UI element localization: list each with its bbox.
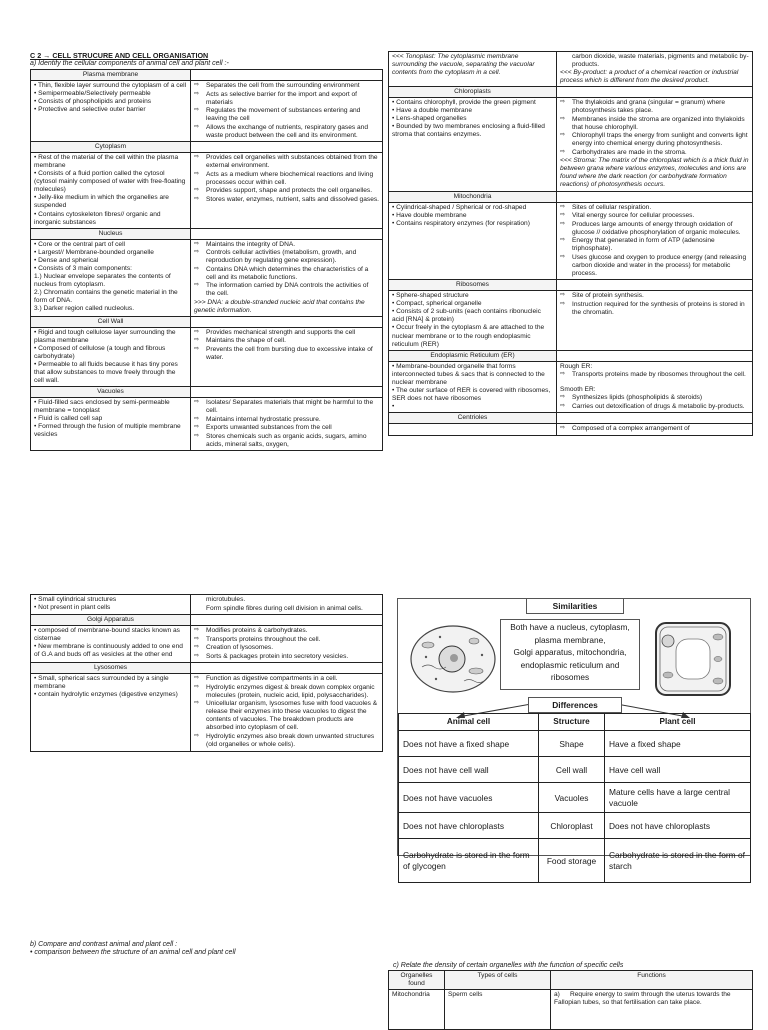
density-table	[388, 970, 753, 1030]
function-list-item: ⇨ Regulates the movement of substances entering and leaving the cell	[194, 107, 379, 123]
differences-cell: Carbohydrate is stored in the form of starch	[605, 839, 751, 883]
features-continued	[31, 595, 191, 615]
objective-a: a) Identify the cellular components of animal cell and plant cell :-	[30, 60, 229, 67]
function-list-item: ⇨ Unicellular organism, lysosomes fuse with food vacuoles & release their enzymes into these vacuoles to digest the contents of vacuoles. The breakdown products are absorbed into cytoplasm of cell.	[194, 700, 379, 732]
organelle-name-mitochondria: Mitochondria	[389, 191, 557, 202]
feature-list-item: • Consists of phospholipids and proteins	[34, 98, 152, 106]
functions-plasma-membrane	[191, 81, 383, 142]
density-function-label: a)	[554, 991, 560, 999]
differences-cell: Cell wall	[539, 757, 605, 783]
functions-golgi-apparatus	[191, 626, 383, 663]
feature-list-item: • Consists of 2 sub-units (each contains ribonucleic acid [RNA] & protein)	[392, 308, 541, 324]
feature-list-item: • Permeable to all fluids because it has tiny pores that allow substances to move freely through the cell wall.	[34, 361, 178, 385]
feature-list-item: •	[392, 402, 395, 410]
similarity-line: endoplasmic reticulum and	[520, 659, 620, 670]
feature-list	[392, 204, 553, 228]
feature-list-item: • Largest// Membrane-bounded organelle	[34, 248, 154, 256]
function-list-item: ⇨ Produces large amounts of energy through oxidation of glucose // oxidative phosphorylation of organic molecules.	[560, 221, 749, 237]
function-list-item: ⇨ The thylakoids and grana (singular = granum) where photosynthesis takes place.	[560, 99, 749, 115]
features-chloroplasts	[389, 98, 557, 191]
function-list-item: ⇨ Function as digestive compartments in a cell.	[194, 675, 379, 683]
functions-mitochondria	[557, 202, 753, 280]
feature-list-item: • Core or the central part of cell	[34, 240, 125, 248]
smooth-er-list-item: ⇨ Synthesizes lipids (phospholipids & steroids)	[560, 394, 749, 402]
function-list	[194, 82, 379, 140]
function-list-item: ⇨ Transports proteins throughout the cell.	[194, 636, 379, 644]
feature-list-item: • Dense and spherical	[34, 256, 99, 264]
function-list-item: ⇨ Acts as selective barrier for the import and export of materials	[194, 91, 379, 107]
functions-chloroplasts	[557, 98, 753, 191]
section-header	[30, 51, 380, 67]
by-product-note: <<< By-product: a product of a chemical reaction or industrial process which is different from the desired product.	[560, 69, 739, 85]
function-list-item: ⇨ Maintains the shape of cell.	[194, 337, 379, 345]
function-list-item: ⇨ Sorts & packages protein into secretory vesicles.	[194, 653, 379, 661]
organelle-name-blank	[191, 663, 383, 674]
organelle-table-page2	[30, 594, 383, 752]
organelle-name-blank	[191, 615, 383, 626]
function-list-item: Form spindle fibres during cell division in animal cells.	[206, 604, 363, 612]
differences-cell: Have a fixed shape	[605, 731, 751, 757]
differences-cell: Carbohydrate is stored in the form of glycogen	[399, 839, 539, 883]
function-list-item: ⇨ Separates the cell from the surrounding environment	[194, 82, 379, 90]
organelle-name-cytoplasm: Cytoplasm	[31, 142, 191, 153]
features-lysosomes	[31, 674, 191, 751]
feature-list-item: • Thin, flexible layer surround the cytoplasm of a cell	[34, 82, 187, 90]
objective-b-line2: • comparison between the structure of an animal cell and plant cell	[30, 949, 236, 957]
organelle-table-left	[30, 69, 383, 451]
functions-vacuoles	[191, 398, 383, 451]
function-list-item: ⇨ Instruction required for the synthesis of proteins is stored in the chromatin.	[560, 301, 749, 317]
density-cell-type: Sperm cells	[445, 990, 551, 1030]
function-list-item: ⇨ Maintains internal hydrostatic pressure.	[194, 416, 379, 424]
feature-list-item: • Have a double membrane	[392, 107, 473, 115]
function-list-item: ⇨ Energy that generated in form of ATP (adenosine triphosphate).	[560, 237, 749, 253]
function-list-item: ⇨ Provides mechanical strength and supports the cell	[194, 329, 379, 337]
feature-list-item: • Rest of the material of the cell within the plasma membrane	[34, 154, 179, 170]
feature-list-item: 2.) Chromatin contains the genetic material in the form of DNA.	[34, 288, 178, 304]
rough-er-label: Rough ER:	[560, 362, 593, 370]
feature-list	[34, 329, 187, 385]
function-list-item: ⇨ Isolates/ Separates materials that might be harmful to the cell.	[194, 399, 379, 415]
features-endoplasmic-reticulum-er	[389, 361, 557, 413]
feature-list-item: • Consists of 3 main components:	[34, 264, 132, 272]
vacuole-function-cont: carbon dioxide, waste materials, pigments and metabolic by-products.	[572, 53, 749, 69]
similarity-line: Golgi apparatus, mitochondria,	[513, 647, 627, 658]
differences-cell: Does not have a fixed shape	[399, 731, 539, 757]
organelle-name-cell-wall: Cell Wall	[31, 316, 191, 327]
feature-list-item: • Not present in plant cells	[34, 604, 111, 612]
feature-list-item: • Have double membrane	[392, 211, 467, 219]
differences-cell: Vacuoles	[539, 783, 605, 813]
function-list	[194, 627, 379, 661]
functions-centrioles	[557, 424, 753, 436]
similarity-line: ribosomes	[550, 672, 590, 683]
features-cytoplasm	[31, 153, 191, 228]
features-nucleus	[31, 239, 191, 316]
function-list-item: ⇨ Vital energy source for cellular processes.	[560, 212, 749, 220]
functions-lysosomes	[191, 674, 383, 751]
differences-header: Structure	[539, 714, 605, 731]
features-cell-wall	[31, 327, 191, 386]
function-list-item: ⇨ Sites of cellular respiration.	[560, 204, 749, 212]
organelle-name-blank	[557, 191, 753, 202]
feature-list	[392, 99, 553, 139]
function-list-item: ⇨ Exports unwanted substances from the cell	[194, 424, 379, 432]
feature-list-item: • Consists of a fluid portion called the cytosol (cytosol mainly composed of water with free-floating molecules)	[34, 170, 186, 194]
function-list-item: ⇨ Membranes inside the stroma are organized into thylakoids that house chlorophyll.	[560, 116, 749, 132]
organelle-name-blank	[191, 228, 383, 239]
features-centrioles	[389, 424, 557, 436]
density-header-organelles: Organelles found	[389, 971, 445, 990]
features-ribosomes	[389, 291, 557, 350]
feature-list	[34, 596, 187, 612]
function-list	[194, 329, 379, 362]
organelle-name-blank	[191, 316, 383, 327]
function-list-item: microtubules.	[206, 596, 246, 603]
density-organelle: Mitochondria	[389, 990, 445, 1030]
feature-list-item: • Fluid is called cell sap	[34, 415, 103, 423]
feature-list-item: • Contains respiratory enzymes (for respiration)	[392, 219, 530, 227]
function-list	[194, 241, 379, 299]
feature-list	[34, 399, 187, 439]
organelle-name-centrioles: Centrioles	[389, 413, 557, 424]
function-list-item: ⇨ Acts as a medium where biochemical reactions and living processes occur within cell.	[194, 171, 379, 187]
organelle-name-blank	[557, 87, 753, 98]
differences-cell: Does not have chloroplasts	[605, 813, 751, 839]
differences-header: Animal cell	[399, 714, 539, 731]
functions-endoplasmic-reticulum-er	[557, 361, 753, 413]
feature-list-item: • Bounded by two membranes enclosing a fluid-filled stroma that contains enzymes.	[392, 123, 545, 139]
similarities-box	[500, 619, 640, 690]
function-list-item: ⇨ Provides support, shape and protects the cell organelles.	[194, 187, 379, 195]
differences-cell: Does not have chloroplasts	[399, 813, 539, 839]
differences-header: Plant cell	[605, 714, 751, 731]
similarity-line: Both have a nucleus, cytoplasm,	[510, 622, 630, 632]
function-list-item: ⇨ Chlorophyll traps the energy from sunlight and converts light energy into chemical energy during photosynthesis.	[560, 132, 749, 148]
density-function-text: Require energy to swim through the uterus towards the Fallopian tubes, so that fertilisation can take place.	[554, 991, 731, 1007]
function-list-item: ⇨ Contains DNA which determines the characteristics of a cell and its metabolic functions.	[194, 266, 379, 282]
function-list	[194, 675, 379, 749]
similarity-line: plasma membrane,	[534, 634, 606, 645]
tonoplast-note: <<< Tonoplast: The cytoplasmic membrane surrounding the vacuole, separating the vacuolar contents from the cytoplasm in a cell.	[389, 52, 557, 87]
function-list-item: ⇨ Stores chemicals such as organic acids, sugars, amino acids, mineral salts, oxygen,	[194, 433, 379, 449]
feature-list-item: • Rigid and tough cellulose layer surrounding the plasma membrane	[34, 328, 176, 344]
function-list	[560, 292, 749, 317]
function-list-item: ⇨ Uses glucose and oxygen to produce energy (and releasing carbon dioxide and water in the process) for metabolic process.	[560, 254, 749, 278]
feature-list-item: • Jelly-like medium in which the organelles are suspended	[34, 194, 169, 210]
function-list-item: ⇨ Carbohydrates are made in the stroma.	[560, 149, 749, 157]
function-list	[560, 99, 749, 157]
feature-list-item: • contain hydrolytic enzymes (digestive enzymes)	[34, 691, 178, 699]
function-list-item: ⇨ Modifies proteins & carbohydrates.	[194, 627, 379, 635]
organelle-table-right	[388, 51, 753, 436]
feature-list	[34, 82, 187, 114]
feature-list-item: • Contains chlorophyll, provide the green pigment	[392, 99, 536, 107]
differences-cell: Have cell wall	[605, 757, 751, 783]
feature-list	[34, 675, 187, 699]
functions-nucleus	[191, 239, 383, 316]
feature-list-item: • Fluid-filled sacs enclosed by semi-permeable membrane = tonoplast	[34, 399, 170, 415]
differences-cell: Shape	[539, 731, 605, 757]
function-list-item: ⇨ Prevents the cell from bursting due to excessive intake of water.	[194, 346, 379, 362]
smooth-er-list-item: ⇨ Carries out detoxification of drugs & metabolic by-products.	[560, 403, 749, 411]
smooth-er-list	[560, 394, 749, 411]
differences-cell: Chloroplast	[539, 813, 605, 839]
feature-list	[34, 154, 187, 226]
feature-list	[34, 241, 187, 313]
smooth-er-label: Smooth ER:	[560, 386, 596, 394]
organelle-name-blank	[557, 413, 753, 424]
differences-cell: Mature cells have a large central vacuole	[605, 783, 751, 813]
density-header-types: Types of cells	[445, 971, 551, 990]
feature-list-item: • Occur freely in the cytoplasm & are attached to the nuclear membrane or to the rough endoplasmic reticulum (RER)	[392, 324, 545, 348]
function-list	[194, 399, 379, 449]
feature-list-item: • Lens-shaped organelles	[392, 115, 467, 123]
feature-list-item: • Sphere-shaped structure	[392, 292, 469, 300]
organelle-name-golgi-apparatus: Golgi Apparatus	[31, 615, 191, 626]
organelle-name-blank	[191, 142, 383, 153]
organelle-name-endoplasmic-reticulum-er: Endoplasmic Reticulum (ER)	[389, 350, 557, 361]
feature-list-item: • Semipermeable/Selectively permeable	[34, 90, 151, 98]
objective-c: c) Relate the density of certain organelles with the function of specific cells	[393, 962, 624, 969]
objective-b-line1: b) Compare and contrast animal and plant cell :	[30, 941, 178, 948]
organelle-name-plasma-membrane: Plasma membrane	[31, 70, 191, 81]
organelle-name-vacuoles: Vacuoles	[31, 387, 191, 398]
differences-cell: Food storage	[539, 839, 605, 883]
function-list	[560, 204, 749, 278]
feature-list-item: • The outer surface of RER is covered with ribosomes, SER does not have ribosomes	[392, 386, 551, 402]
feature-list-item: • Small, spherical sacs surrounded by a single membrane	[34, 675, 169, 691]
function-list	[560, 425, 749, 433]
comparison-figure	[397, 598, 751, 871]
differences-cell: Does not have cell wall	[399, 757, 539, 783]
section-title: C 2 → CELL STRUCURE AND CELL ORGANISATION	[30, 51, 209, 60]
function-list-item: ⇨ Creation of lysosomes.	[194, 644, 379, 652]
feature-list-item: • Membrane-bounded organelle that forms interconnected tubes & sacs that is connected to the nuclear membrane	[392, 362, 545, 386]
organelle-name-lysosomes: Lysosomes	[31, 663, 191, 674]
feature-list-item: • Contains cytoskeleton fibres// organic and inorganic substances	[34, 210, 161, 226]
rough-er-list	[560, 371, 749, 379]
feature-list	[34, 627, 187, 659]
feature-list-item: • Composed of cellulose (a tough and fibrous carbohydrate)	[34, 344, 166, 360]
density-header-functions: Functions	[551, 971, 753, 990]
differences-title: Differences	[528, 697, 622, 713]
features-mitochondria	[389, 202, 557, 280]
function-list	[194, 154, 379, 204]
organelle-name-blank	[557, 280, 753, 291]
organelle-name-chloroplasts: Chloroplasts	[389, 87, 557, 98]
differences-table	[398, 713, 751, 883]
function-list-item: ⇨ Hydrolytic enzymes digest & break down complex organic molecules (protein, nucleic acid, lipid, polysaccharides).	[194, 684, 379, 700]
feature-list-item: • Formed through the fusion of multiple membrane vesicles	[34, 423, 181, 439]
feature-list-item: • Cylindrical-shaped / Spherical or rod-shaped	[392, 203, 527, 211]
feature-list-item: • composed of membrane-bound stacks known as cisternae	[34, 627, 180, 643]
note: <<< Stroma: The matrix of the chloroplast which is a thick fluid in between grana where various enzymes, molecules and ions are found where the dark reaction (or carbohydrate formation reactions) of photosynthesis occurs.	[560, 157, 749, 189]
organelle-name-blank	[191, 387, 383, 398]
function-list-item: ⇨ Allows the exchange of nutrients, respiratory gases and waste product between the cell and its environment.	[194, 124, 379, 140]
organelle-name-blank	[557, 350, 753, 361]
vacuole-continued	[557, 52, 753, 87]
feature-list-item: • New membrane is continuously added to one end of G.A and buds off as vesicles at the other end	[34, 643, 183, 659]
functions-ribosomes	[557, 291, 753, 350]
feature-list-item: 1.) Nuclear envelope separates the contents of nucleus from cytoplasm.	[34, 272, 171, 288]
function-list-item: ⇨ Hydrolytic enzymes also break down unwanted structures (old organelles or whole cells).	[194, 733, 379, 749]
rough-er-list-item: ⇨ Transports proteins made by ribosomes throughout the cell.	[560, 371, 749, 379]
organelle-name-ribosomes: Ribosomes	[389, 280, 557, 291]
function-list-item: ⇨ Provides cell organelles with substances obtained from the external environment.	[194, 154, 379, 170]
functions-cell-wall	[191, 327, 383, 386]
organelle-name-blank	[191, 70, 383, 81]
feature-list-item: • Small cylindrical structures	[34, 596, 117, 603]
feature-list	[392, 363, 553, 411]
function-list-item: ⇨ Controls cellular activities (metabolism, growth, and reproduction by regulating gene expression).	[194, 249, 379, 265]
function-list	[194, 596, 379, 613]
note: >>> DNA: a double-stranded nucleic acid that contains the genetic information.	[194, 298, 365, 314]
organelle-name-nucleus: Nucleus	[31, 228, 191, 239]
objective-b	[30, 941, 390, 958]
function-list-item: ⇨ Maintains the integrity of DNA.	[194, 241, 379, 249]
feature-list-item: • Protective and selective outer barrier	[34, 106, 146, 114]
differences-cell: Does not have vacuoles	[399, 783, 539, 813]
feature-list-item: • Compact, spherical organelle	[392, 300, 482, 308]
functions-cytoplasm	[191, 153, 383, 228]
functions-continued	[191, 595, 383, 615]
features-vacuoles	[31, 398, 191, 451]
function-list-item: ⇨ Stores water, enzymes, nutrient, salts and dissolved gases.	[194, 196, 379, 204]
feature-list	[392, 292, 553, 348]
feature-list-item: 3.) Darker region called nucleolus.	[34, 304, 135, 312]
function-list-item: ⇨ Site of protein synthesis.	[560, 292, 749, 300]
similarities-title: Similarities	[526, 599, 624, 614]
features-golgi-apparatus	[31, 626, 191, 663]
features-plasma-membrane	[31, 81, 191, 142]
function-list-item: ⇨ Composed of a complex arrangement of	[560, 425, 749, 433]
function-list-item: ⇨ The information carried by DNA controls the activities of the cell.	[194, 282, 379, 298]
animal-cell-illustration	[408, 623, 498, 695]
